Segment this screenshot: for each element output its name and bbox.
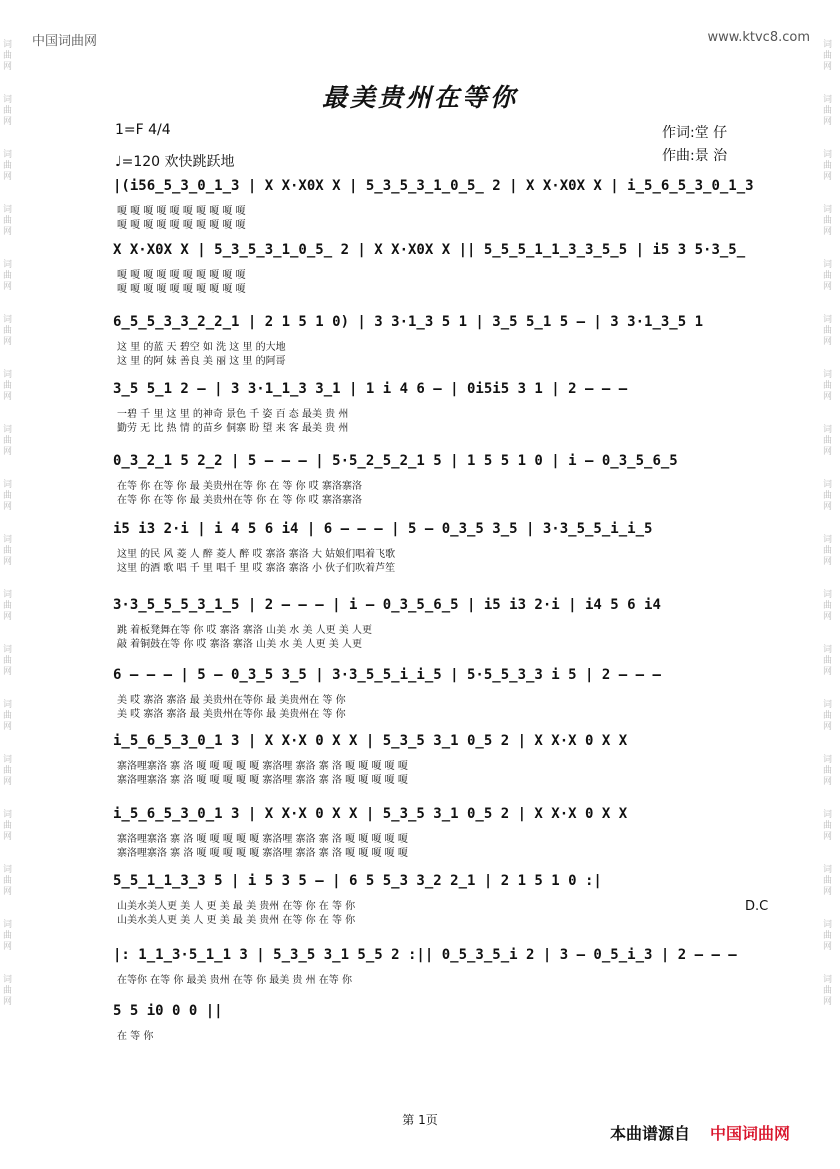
lyric-line-1: 在等 你 在等 你 最 美贵州在等 你 在 等 你 哎 寨洛寨洛: [117, 481, 362, 492]
lyric-line-1: 寨洛哩寨洛 寨 洛 嗄 嗄 嗄 嗄 嗄 寨洛哩 寨洛 寨 洛 嗄 嗄 嗄 嗄 嗄: [117, 761, 408, 772]
da-capo-mark: D.C: [745, 899, 769, 914]
notation-line: 3·3̲5̲5̲5̲3̲1̲5 | 2 – – – | i – 0̲3̲5̲6̲5 | i5 i3 2·i | i4 5 6 i4: [113, 597, 661, 613]
lyric-line-1: 跳 着板凳舞在等 你 哎 寨洛 寨洛 山美 水 美 人更 美 人更: [117, 625, 372, 636]
lyric-line-2: 嗄 嗄 嗄 嗄 嗄 嗄 嗄 嗄 嗄 嗄: [117, 220, 246, 231]
notation-line: 0̲3̲2̲1 5 2̲2 | 5 – – – | 5·5̲2̲5̲2̲1 5 | 1 5 5 1 0 | i – 0̲3̲5̲6̲5: [113, 453, 678, 469]
lyric-line-1: 嗄 嗄 嗄 嗄 嗄 嗄 嗄 嗄 嗄 嗄: [117, 206, 246, 217]
lyric-line-2: 寨洛哩寨洛 寨 洛 嗄 嗄 嗄 嗄 嗄 寨洛哩 寨洛 寨 洛 嗄 嗄 嗄 嗄 嗄: [117, 775, 408, 786]
lyric-line-2: 在等 你 在等 你 最 美贵州在等 你 在 等 你 哎 寨洛寨洛: [117, 495, 362, 506]
notation-line: i̲5̲6̲5̲3̲0̲1 3 | X X·X 0 X X | 5̲3̲5 3̲1 0̲5 2 | X X·X 0 X X: [113, 806, 628, 822]
lyric-line-2: 勤劳 无 比 热 情 的苗乡 侗寨 盼 望 来 客 最美 贵 州: [117, 423, 349, 434]
lyric-line-2: 敲 着铜鼓在等 你 哎 寨洛 寨洛 山美 水 美 人更 美 人更: [117, 639, 362, 650]
lyric-line-2: 美 哎 寨洛 寨洛 最 美贵州在等你 最 美贵州在 等 你: [117, 709, 346, 720]
side-watermark-left: 词曲网 词曲网 词曲网 词曲网 词曲网 词曲网 词曲网 词曲网 词曲网 词曲网 词曲网 词曲网 词曲网 词曲网 词曲网 词曲网 词曲网 词曲网: [3, 40, 13, 1007]
tempo-marking: ♩=120 欢快跳跃地: [115, 154, 235, 170]
lyric-line-2: 嗄 嗄 嗄 嗄 嗄 嗄 嗄 嗄 嗄 嗄: [117, 284, 246, 295]
lyricist-credit: 作词:堂 仔: [662, 125, 728, 141]
page-number: 第 1页: [402, 1113, 438, 1127]
lyric-line-1: 这里 的民 风 菱 人 醉 菱人 醉 哎 寨洛 寨洛 大 姑娘们唱着飞歌: [117, 549, 396, 560]
key-signature: 1=F 4/4: [115, 122, 171, 138]
lyric-line-2: 这 里 的阿 妹 善良 美 丽 这 里 的阿哥: [117, 356, 286, 367]
site-url-right: www.ktvc8.com: [707, 30, 810, 45]
notation-line: i5 i3 2·i | i 4 5 6 i4 | 6 – – – | 5 – 0̲3̲5 3̲5 | 3·3̲5̲5̲i̲i̲5: [113, 521, 653, 537]
side-watermark-right: 词曲网 词曲网 词曲网 词曲网 词曲网 词曲网 词曲网 词曲网 词曲网 词曲网 词曲网 词曲网 词曲网 词曲网 词曲网 词曲网 词曲网 词曲网: [823, 40, 833, 1007]
source-site: 中国词曲网: [710, 1124, 791, 1143]
lyric-line-1: 山美水美人更 美 人 更 美 最 美 贵州 在等 你 在 等 你: [117, 901, 356, 912]
site-name-left: 中国词曲网: [32, 34, 98, 49]
lyric-line-2: 寨洛哩寨洛 寨 洛 嗄 嗄 嗄 嗄 嗄 寨洛哩 寨洛 寨 洛 嗄 嗄 嗄 嗄 嗄: [117, 848, 408, 859]
notation-line: 6̲5̲5̲3̲3̲2̲2̲1 | 2 1 5 1 0) | 3 3·1̲3 5 1 | 3̲5 5̲1 5 – | 3 3·1̲3̲5 1: [113, 314, 704, 330]
song-title: 最美贵州在等你: [321, 83, 518, 112]
lyric-line-1: 在 等 你: [117, 1031, 154, 1042]
notation-line: |: 1̲1̲3·5̲1̲1 3 | 5̲3̲5 3̲1 5̲5 2 :|| 0̲5̲3̲5̲i 2 | 3 – 0̲5̲i̲3 | 2 – – –: [113, 947, 737, 963]
notation-line: |(i56̲5̲3̲0̲1̲3 | X X·X0X X | 5̲3̲5̲3̲1̲0̲5̲ 2 | X X·X0X X | i̲5̲6̲5̲3̲0̲1̲3: [113, 178, 754, 194]
source-label: 本曲谱源自: [610, 1124, 691, 1143]
lyric-line-1: 寨洛哩寨洛 寨 洛 嗄 嗄 嗄 嗄 嗄 寨洛哩 寨洛 寨 洛 嗄 嗄 嗄 嗄 嗄: [117, 834, 408, 845]
notation-line: 5 5 i0 0 0 ||: [113, 1003, 223, 1019]
notation-line: 5̲5̲1̲1̲3̲3 5 | i 5 3 5 – | 6 5 5̲3 3̲2 2̲1 | 2 1 5 1 0 :|: [113, 873, 602, 889]
composer-credit: 作曲:景 治: [662, 148, 728, 164]
notation-line: i̲5̲6̲5̲3̲0̲1 3 | X X·X 0 X X | 5̲3̲5 3̲1 0̲5 2 | X X·X 0 X X: [113, 733, 628, 749]
lyric-line-1: 这 里 的蓝 天 碧空 如 洗 这 里 的大地: [117, 342, 286, 353]
lyric-line-1: 美 哎 寨洛 寨洛 最 美贵州在等你 最 美贵州在 等 你: [117, 695, 346, 706]
notation-line: 6 – – – | 5 – 0̲3̲5 3̲5 | 3·3̲5̲5̲i̲i̲5 | 5·5̲5̲3̲3 i 5 | 2 – – –: [113, 667, 661, 683]
lyric-line-2: 山美水美人更 美 人 更 美 最 美 贵州 在等 你 在 等 你: [117, 915, 356, 926]
source-note: [610, 1121, 790, 1144]
notation-line: X X·X0X X | 5̲3̲5̲3̲1̲0̲5̲ 2 | X X·X0X X || 5̲5̲5̲1̲1̲3̲3̲5̲5 | i5 3 5·3̲5̲: [113, 242, 746, 258]
lyric-line-1: 在等你 在等 你 最美 贵州 在等 你 最美 贵 州 在等 你: [117, 975, 352, 986]
notation-line: 3̲5 5̲1 2 – | 3 3·1̲1̲3 3̲1 | 1 i 4 6 – | 0i5i5 3 1 | 2 – – –: [113, 381, 628, 397]
lyric-line-1: 一碧 千 里 这 里 的神奇 景色 千 姿 百 态 最美 贵 州: [117, 409, 349, 420]
lyric-line-2: 这里 的酒 歌 唱 千 里 唱千 里 哎 寨洛 寨洛 小 伙子们吹着芦笙: [117, 563, 396, 574]
lyric-line-1: 嗄 嗄 嗄 嗄 嗄 嗄 嗄 嗄 嗄 嗄: [117, 270, 246, 281]
